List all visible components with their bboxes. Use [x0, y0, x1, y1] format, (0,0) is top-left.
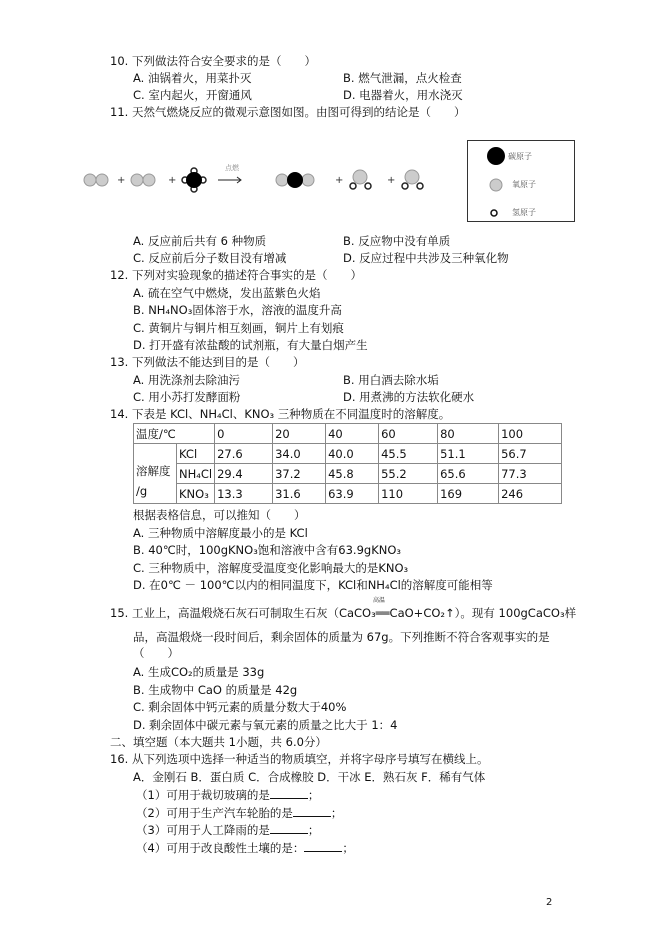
substance-name: KNO₃	[177, 484, 215, 504]
temp-cell: 100	[499, 424, 562, 444]
table-row	[134, 444, 562, 464]
cell: 169	[438, 484, 499, 504]
q16-stem: 16. 从下列选项中选择一种适当的物质填空，并将字母序号填写在横线上。	[110, 752, 489, 766]
answer-blank[interactable]	[293, 805, 331, 817]
svg-text:+: +	[335, 175, 344, 186]
q15-line1: 15. 工业上，高温煅烧石灰石可制取生石灰（CaCO₃══CaO+CO₂↑）。现有 100gCaCO₃样	[110, 606, 577, 620]
cell: 31.6	[273, 484, 326, 504]
cell: 37.2	[273, 464, 326, 484]
svg-text:+: +	[387, 175, 396, 186]
legend-carbon: 碳原子	[508, 152, 532, 161]
svg-text:+: +	[168, 175, 177, 186]
q11-stem: 11. 天然气燃烧反应的微观示意图如图。由图可得到的结论是（ ）	[110, 105, 466, 119]
q16-item-2	[136, 805, 342, 820]
substance-name: NH₄Cl	[177, 464, 215, 484]
table-header-row	[134, 424, 562, 444]
cell: 29.4	[215, 464, 273, 484]
q10-stem: 10. 下列做法符合安全要求的是（ ）	[110, 54, 316, 68]
reaction-diagram	[80, 155, 440, 205]
row-label-2: /g	[136, 483, 148, 498]
cell: 55.2	[379, 464, 438, 484]
q14-prompt: 根据表格信息，可以推知（ ）	[133, 508, 306, 522]
q13-option-c: C. 用小苏打发酵面粉	[133, 390, 241, 404]
cell: 56.7	[499, 444, 562, 464]
q13-option-a: A. 用洗涤剂去除油污	[133, 373, 240, 387]
q16-item-4	[136, 840, 354, 855]
solubility-table	[133, 423, 562, 504]
q14-option-a: A. 三种物质中溶解度最小的是 KCl	[133, 526, 308, 540]
table-row	[134, 464, 562, 484]
answer-blank[interactable]	[304, 840, 342, 852]
answer-blank[interactable]	[270, 787, 308, 799]
item-text: （1）可用于裁切玻璃的是	[136, 788, 270, 802]
q15-option-b: B. 生成物中 CaO 的质量是 42g	[133, 683, 298, 697]
q10-option-c: C. 室内起火，开窗通风	[133, 88, 252, 102]
table-row	[134, 484, 562, 504]
temp-cell: 80	[438, 424, 499, 444]
q14-option-d: D. 在0℃ － 100℃以内的相同温度下，KCl和NH₄Cl的溶解度可能相等	[133, 578, 493, 592]
row-label	[134, 444, 177, 504]
cell: 45.5	[379, 444, 438, 464]
temp-cell: 40	[326, 424, 379, 444]
cell: 110	[379, 484, 438, 504]
temp-cell: 0	[215, 424, 273, 444]
cell: 34.0	[273, 444, 326, 464]
cell: 27.6	[215, 444, 273, 464]
reaction-condition: 高温	[373, 597, 386, 604]
legend-oxygen: 氧原子	[512, 180, 536, 189]
item-text: （2）可用于生产汽车轮胎的是	[136, 806, 293, 820]
q12-option-a: A. 硫在空气中燃烧，发出蓝紫色火焰	[133, 286, 321, 300]
row-label-1: 溶解度	[136, 463, 171, 478]
cell: 63.9	[326, 484, 379, 504]
answer-blank[interactable]	[270, 822, 308, 834]
q15-option-c: C. 剩余固体中钙元素的质量分数大于40%	[133, 700, 347, 714]
q11-option-d: D. 反应过程中共涉及三种氧化物	[343, 251, 509, 265]
q13-stem: 13. 下列做法不能达到目的是（ ）	[110, 355, 305, 369]
q16-options: A．金刚石 B．蛋白质 C．合成橡胶 D．干冰 E．熟石灰 F．稀有气体	[133, 770, 486, 784]
section-heading: 二、填空题（本大题共 1小题，共 6.0分）	[110, 735, 327, 749]
header-label: 温度/℃	[134, 424, 215, 444]
q11-option-c: C. 反应前后分子数目没有增减	[133, 251, 287, 265]
q11-option-a: A. 反应前后共有 6 种物质	[133, 234, 267, 248]
q13-option-d: D. 用煮沸的方法软化硬水	[343, 390, 475, 404]
arrow-label: 点燃	[225, 164, 239, 172]
item-end: ；	[307, 823, 320, 837]
q13-option-b: B. 用白酒去除水垢	[343, 373, 439, 387]
q12-option-b: B. NH₄NO₃固体溶于水，溶液的温度升高	[133, 303, 342, 317]
cell: 77.3	[499, 464, 562, 484]
temp-cell: 20	[273, 424, 326, 444]
q12-stem: 12. 下列对实验现象的描述符合事实的是（ ）	[110, 268, 362, 282]
cell: 65.6	[438, 464, 499, 484]
item-end: ；	[330, 806, 343, 820]
item-end: ；	[307, 788, 320, 802]
q11-option-b: B. 反应物中没有单质	[343, 234, 451, 248]
item-text: （3）可用于人工降雨的是	[136, 823, 270, 837]
item-end: ；	[342, 841, 354, 855]
substance-name: KCl	[177, 444, 215, 464]
cell: 51.1	[438, 444, 499, 464]
cell: 40.0	[326, 444, 379, 464]
q15-option-d: D. 剩余固体中碳元素与氧元素的质量之比大于 1：4	[133, 718, 398, 732]
q12-option-d: D. 打开盛有浓盐酸的试剂瓶，有大量白烟产生	[133, 338, 368, 352]
cell: 45.8	[326, 464, 379, 484]
q15-line3: （ ）	[133, 646, 179, 660]
q10-option-b: B. 燃气泄漏，点火检查	[343, 71, 462, 85]
q14-option-b: B. 40℃时，100gKNO₃饱和溶液中含有63.9gKNO₃	[133, 543, 402, 557]
q16-item-1	[136, 787, 319, 802]
q10-option-d: D. 电器着火，用水浇灭	[343, 88, 463, 102]
q16-item-3	[136, 822, 319, 837]
svg-text:+: +	[117, 175, 126, 186]
item-text: （4）可用于改良酸性土壤的是：	[136, 841, 305, 855]
q10-option-a: A. 油锅着火，用菜扑灭	[133, 71, 252, 85]
cell: 13.3	[215, 484, 273, 504]
q15-option-a: A. 生成CO₂的质量是 33g	[133, 665, 265, 679]
atom-legend	[467, 140, 575, 222]
q14-option-c: C. 三种物质中，溶解度受温度变化影响最大的是KNO₃	[133, 561, 409, 575]
page-number: 2	[546, 897, 553, 908]
q14-stem: 14. 下表是 KCl、NH₄Cl、KNO₃ 三种物质在不同温度时的溶解度。	[110, 407, 451, 421]
q12-option-c: C. 黄铜片与铜片相互刻画，铜片上有划痕	[133, 321, 344, 335]
cell: 246	[499, 484, 562, 504]
q15-line2: 品，高温煅烧一段时间后，剩余固体的质量为 67g。下列推断不符合客观事实的是	[133, 630, 550, 644]
legend-hydrogen: 氢原子	[512, 208, 536, 217]
temp-cell: 60	[379, 424, 438, 444]
